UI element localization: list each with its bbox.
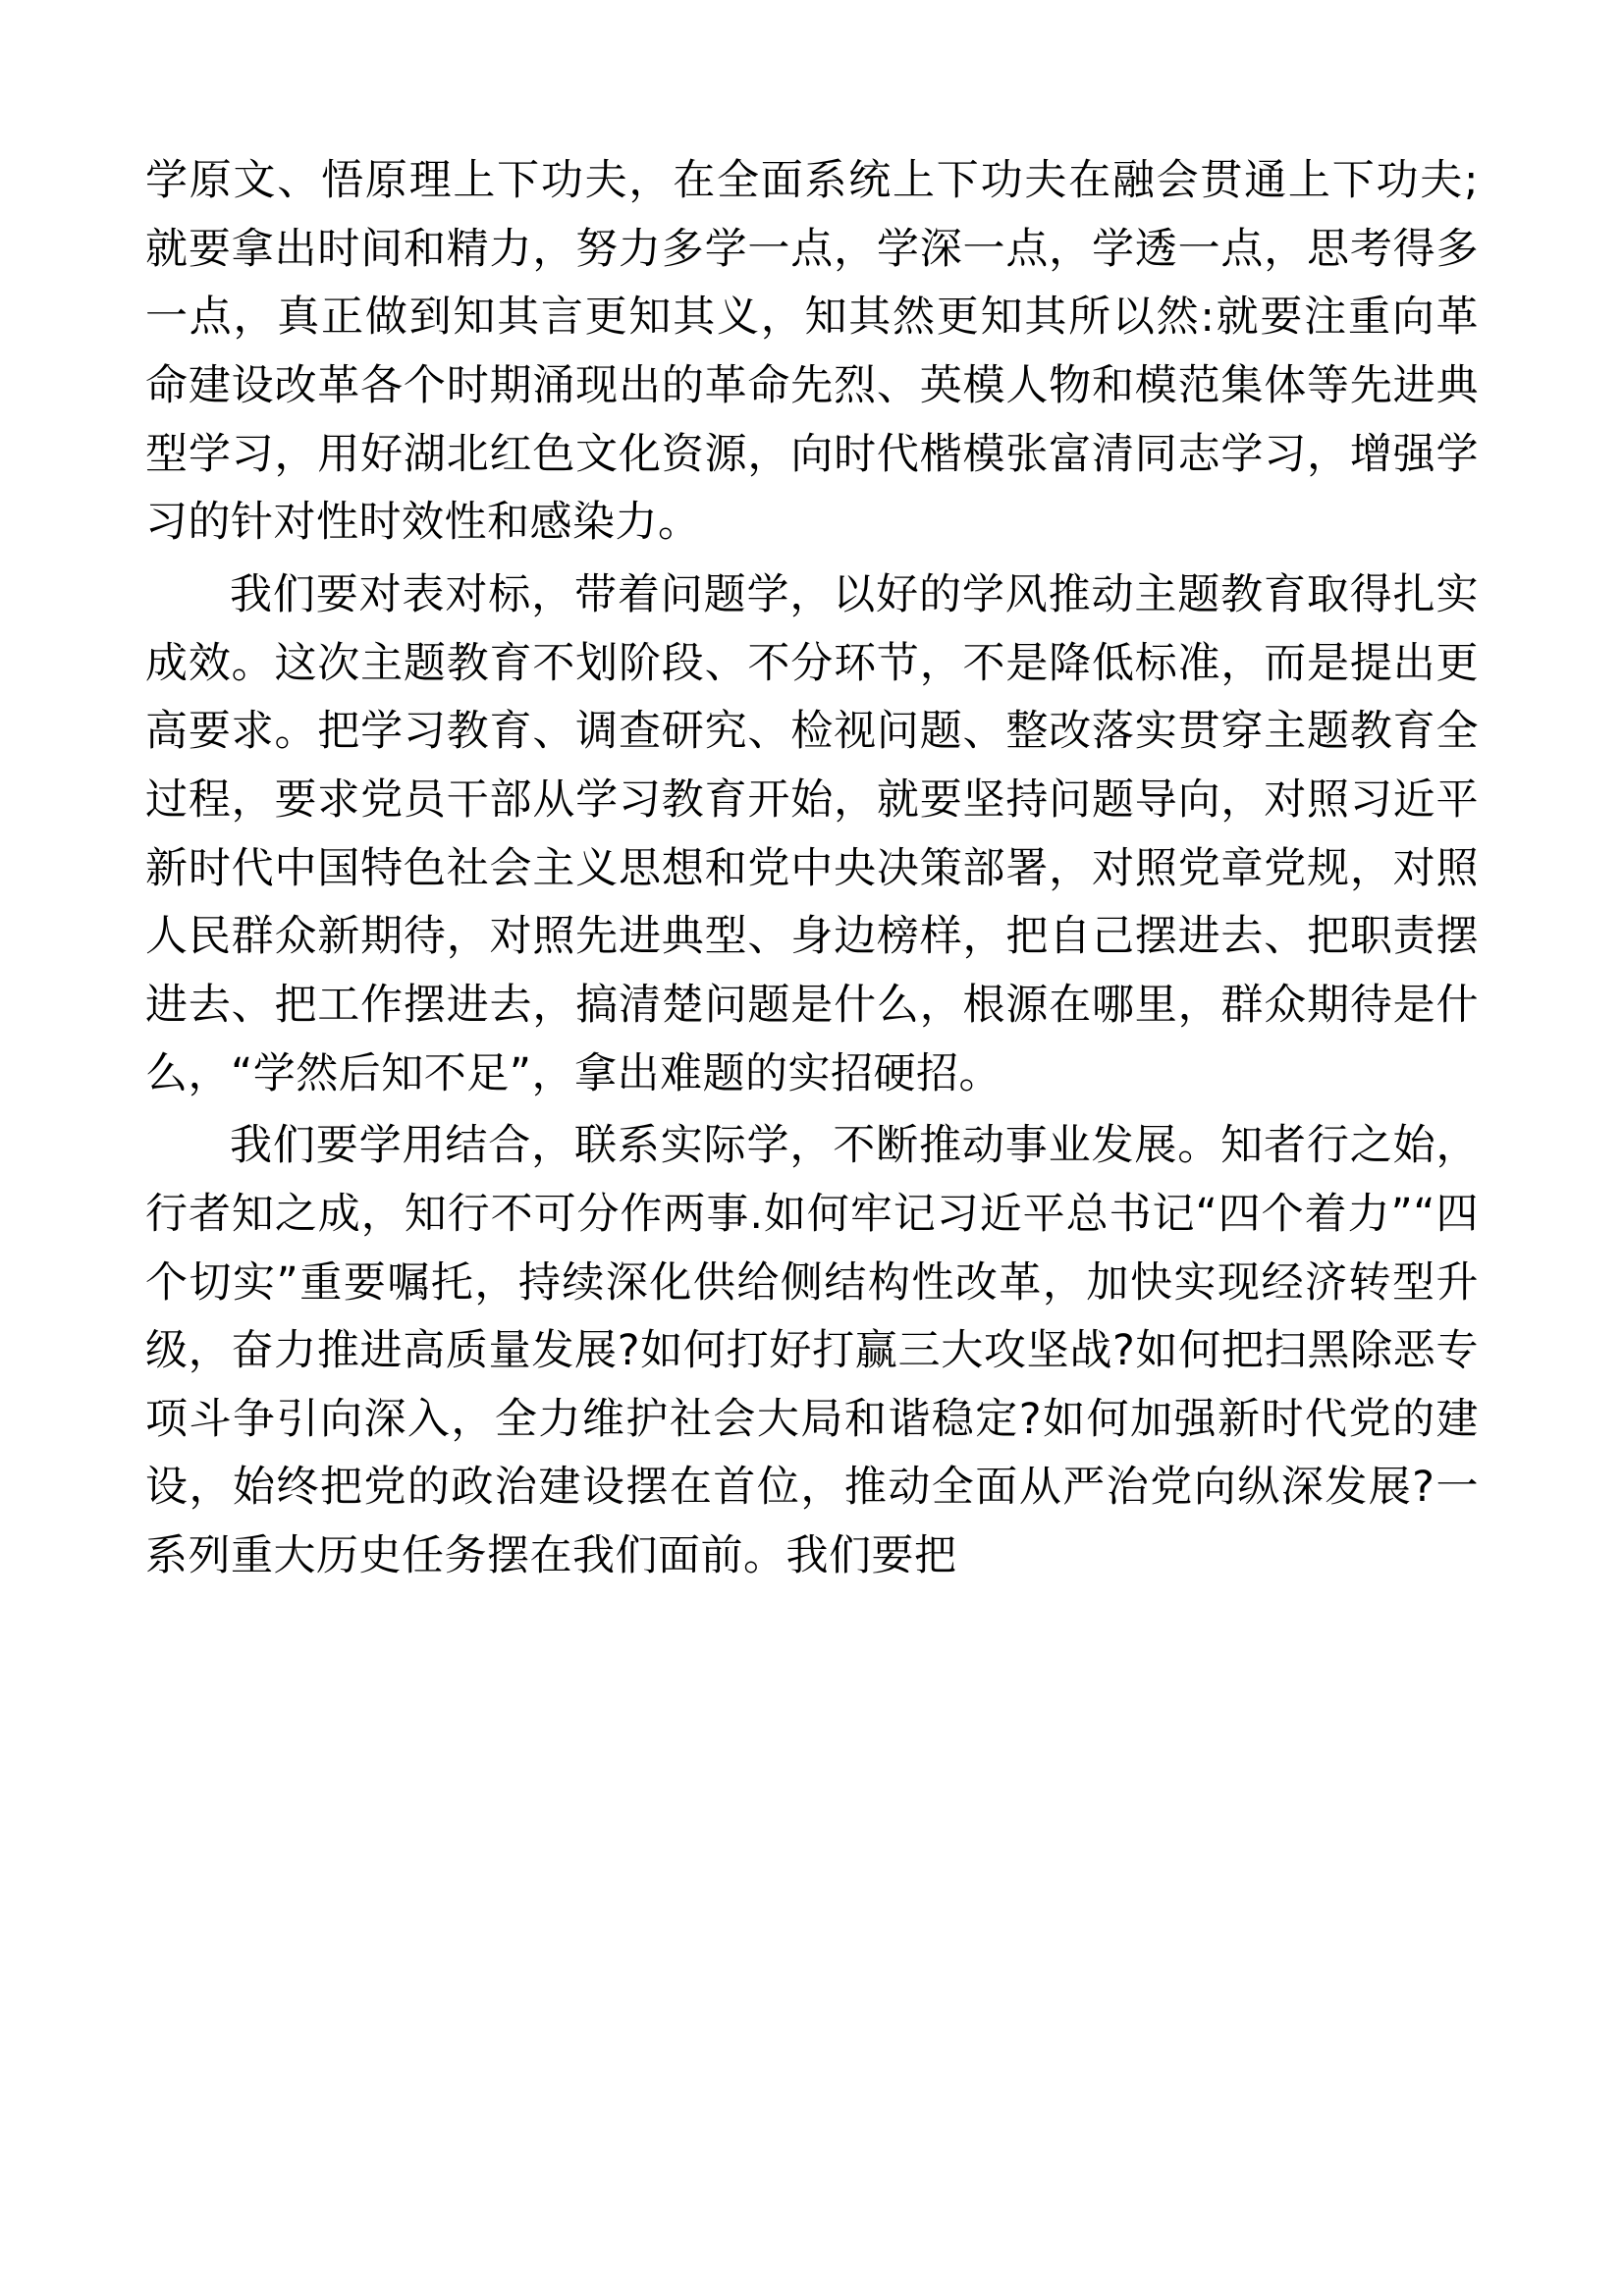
paragraph-3: 我们要学用结合，联系实际学，不断推动事业发展。知者行之始，行者知之成，知行不可分作两事.如何牢记习近平总书记“四个着力”“四个切实”重要嘱托，持续深化供给侧结构性改革，加快实现经济转型升级，奋力推进高质量发展?如何打好打赢三大攻坚战?如何把扫黑除恶专项斗争引向深入，全力维护社会大局和谐稳定?如何加强新时代党的建设，始终把党的政治建设摆在首位，推动全面从严治党向纵深发展?一系列重大历史任务摆在我们面前。我们要把 <box>145 1121 1479 1581</box>
paragraph-1: 学原文、悟原理上下功夫，在全面系统上下功夫在融会贯通上下功夫;就要拿出时间和精力，努力多学一点，学深一点，学透一点，思考得多一点，真正做到知其言更知其义，知其然更知其所以然:就要注重向革命建设改革各个时期涌现出的革命先烈、英模人物和模范集体等先进典型学习，用好湖北红色文化资源，向时代楷模张富清同志学习，增强学习的针对性时效性和感染力。 <box>145 156 1479 548</box>
document-body <box>145 147 1479 1591</box>
paragraph-2: 我们要对表对标，带着问题学，以好的学风推动主题教育取得扎实成效。这次主题教育不划阶段、不分环节，不是降低标准，而是提出更高要求。把学习教育、调查研究、检视问题、整改落实贯穿主题教育全过程，要求党员干部从学习教育开始，就要坚持问题导向，对照习近平新时代中国特色社会主义思想和党中央决策部署，对照党章党规，对照人民群众新期待，对照先进典型、身边榜样，把自己摆进去、把职责摆进去、把工作摆进去，搞清楚问题是什么，根源在哪里，群众期待是什么，“学然后知不足”，拿出难题的实招硬招。 <box>145 569 1479 1098</box>
